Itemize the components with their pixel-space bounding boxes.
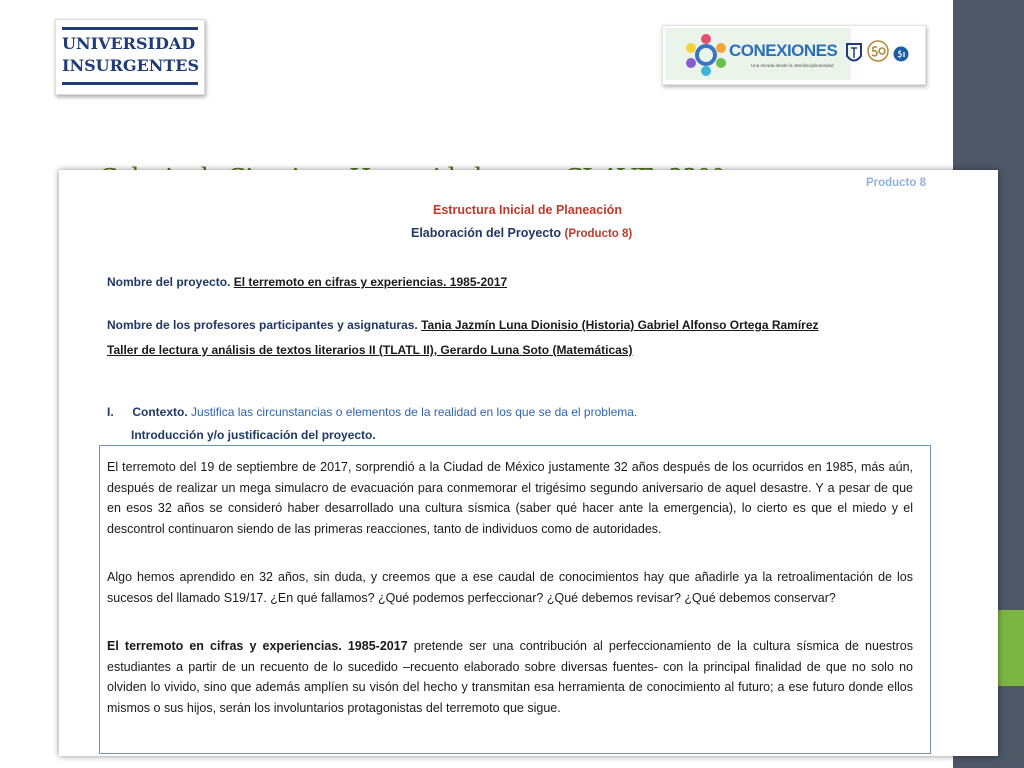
logo-line1: UNIVERSIDAD [62, 34, 196, 53]
conexiones-emblem-icon [683, 32, 729, 78]
logo-rule-bottom [62, 82, 198, 85]
sidebar-accent [997, 610, 1024, 686]
conexiones-logo [662, 25, 926, 85]
section-1-sub: Introducción y/o justificación del proyecto. [131, 428, 376, 442]
teachers-value-1: Tania Jazmín Luna Dionisio (Historia) Gabriel Alfonso Ortega Ramírez [421, 318, 819, 332]
project-name-label: Nombre del proyecto. [107, 275, 231, 289]
heading2-tag: (Producto 8) [564, 228, 633, 240]
project-name-row [107, 275, 507, 289]
logo-name: CONEXIONES [729, 41, 838, 60]
anniversary-50-icon [866, 40, 890, 66]
section-1-title: Contexto. [132, 405, 188, 419]
para3-bold-title: El terremoto en cifras y experiencias. 1985-2017 [107, 639, 408, 653]
section-1-number: I. [107, 405, 114, 419]
section-1-row [107, 405, 637, 419]
logo-line2: INSURGENTES [62, 56, 200, 75]
university-logo [55, 19, 205, 95]
project-name-value: El terremoto en cifras y experiencias. 1985-2017 [233, 275, 508, 289]
teachers-row [107, 318, 819, 332]
intro-paragraph-3 [107, 636, 913, 718]
si-badge-icon [893, 46, 909, 62]
doc-heading-2 [411, 226, 632, 240]
logo-tagline: Una mirada desde la interdisciplinariedad [751, 63, 834, 68]
para3-text: pretende ser una contribución al perfeccionamiento de la cultura sísmica de nuestros estudiantes a partir de un recuento de lo sucedido –recuento elaborado sobre diversas fuentes- con la principal finalidad de que no solo no olviden lo vivido, sino que además amplíen su visón del hecho y transmitan esa herramienta de conocimiento al futuro; a ese futuro donde ellos mismos o sus hijos, serán los involuntarios protagonistas del terremoto que sigue. [107, 639, 913, 715]
product-tag: Producto 8 [865, 177, 926, 189]
unam-shield-icon [845, 42, 863, 66]
intro-paragraph-2: Algo hemos aprendido en 32 años, sin duda, y creemos que a ese caudal de conocimientos hay que añadirle ya la retroalimentación de los sucesos del llamado S19/17. ¿En qué fallamos? ¿Qué podemos perfeccionar? ¿Qué debemos revisar? ¿Qué debemos conservar? [107, 570, 913, 605]
logo-rule-top [62, 27, 198, 30]
section-1-desc: Justifica las circunstancias o elementos de la realidad en los que se da el problema. [191, 405, 638, 419]
planning-document [59, 170, 998, 756]
heading2-text: Elaboración del Proyecto [411, 226, 562, 240]
teachers-label: Nombre de los profesores participantes y asignaturas. [107, 318, 418, 332]
intro-paragraph-1: El terremoto del 19 de septiembre de 2017, sorprendió a la Ciudad de México justamente 32 años después de los ocurridos en 1985, más aún, después de realizar un mega simulacro de evacuación para conmemorar el trigésimo segundo aniversario de aquel desastre. Y a pesar de que en esos 32 años se consideró haber desarrollado una cultura sísmica (saber qué hacer ante la emergencia), lo cierto es que el miedo y el descontrol continuaron siendo de las primeras reacciones, tanto de individuos como de autoridades. [107, 460, 913, 536]
teachers-value-2: Taller de lectura y análisis de textos literarios II (TLATL II), Gerardo Luna Soto (Matemáticas) [107, 343, 633, 357]
doc-heading-1: Estructura Inicial de Planeación [433, 203, 622, 217]
